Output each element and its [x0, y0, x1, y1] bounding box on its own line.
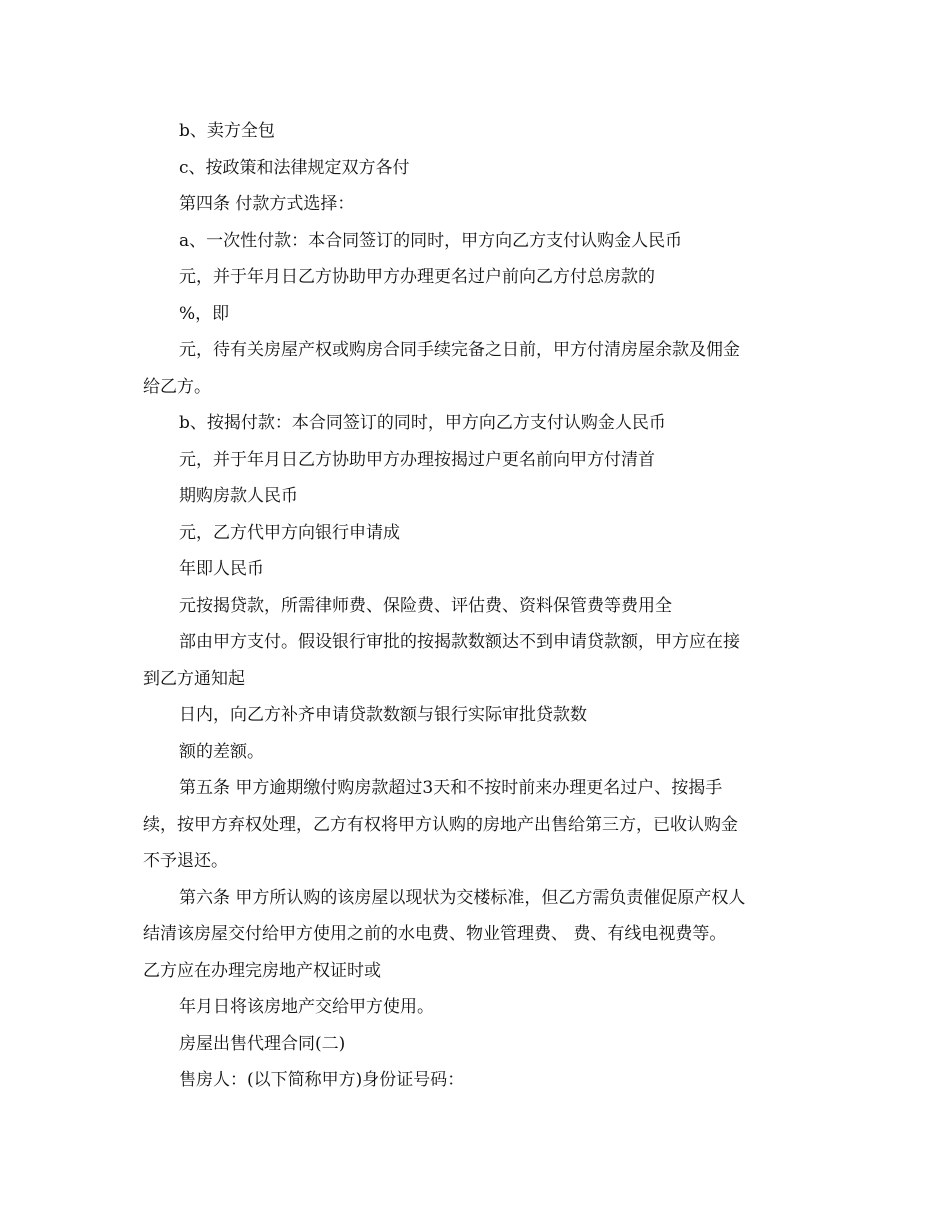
article-heading: 第四条 付款方式选择： — [179, 194, 355, 214]
clause-line: 结清该房屋交付给甲方使用之前的水电费、物业管理费、 费、有线电视费等。 — [143, 924, 727, 944]
article-heading: 第五条 甲方逾期缴付购房款超过3天和不按时前来办理更名过户、按揭手 — [179, 778, 723, 798]
party-line: 售房人：(以下简称甲方)身份证号码： — [179, 1070, 465, 1090]
clause-line: 元按揭贷款，所需律师费、保险费、评估费、资料保管费等费用全 — [179, 595, 672, 616]
clause-line: 不予退还。 — [143, 851, 228, 871]
clause-line: 元，并于年月日乙方协助甲方办理更名过户前向乙方付总房款的 — [179, 267, 655, 287]
clause-line: 部由甲方支付。假设银行审批的按揭款数额达不到申请贷款额，甲方应在接 — [179, 632, 740, 652]
clause-line: 额的差额。 — [179, 741, 264, 762]
clause-line: b、按揭付款：本合同签订的同时，甲方向乙方支付认购金人民币 — [179, 413, 666, 433]
clause-line: 续，按甲方弃权处理，乙方有权将甲方认购的房地产出售给第三方，已收认购金 — [143, 814, 738, 835]
clause-line: b、卖方全包 — [179, 121, 275, 141]
clause-line: 年即人民币 — [179, 559, 264, 579]
clause-line: a、一次性付款：本合同签订的同时，甲方向乙方支付认购金人民币 — [179, 230, 683, 251]
article-heading: 第六条 甲方所认购的该房屋以现状为交楼标准，但乙方需负责催促原产权人 — [179, 887, 746, 908]
clause-line: 元，并于年月日乙方协助甲方办理按揭过户更名前向甲方付清首 — [179, 449, 655, 470]
document-body — [143, 117, 808, 1103]
clause-line: 元，待有关房屋产权或购房合同手续完备之日前，甲方付清房屋余款及佣金 — [179, 340, 740, 360]
clause-line: %，即 — [179, 303, 230, 324]
clause-line: 期购房款人民币 — [179, 486, 298, 506]
clause-line: 日内，向乙方补齐申请贷款数额与银行实际审批贷款数 — [179, 705, 587, 725]
contract-title: 房屋出售代理合同(二) — [179, 1033, 346, 1054]
clause-line: 到乙方通知起 — [143, 668, 245, 689]
clause-line: 乙方应在办理完房地产权证时或 — [143, 960, 381, 981]
clause-line: 年月日将该房地产交给甲方使用。 — [179, 997, 434, 1017]
clause-line: 给乙方。 — [143, 376, 211, 397]
clause-line: 元，乙方代甲方向银行申请成 — [179, 522, 400, 543]
clause-line: c、按政策和法律规定双方各付 — [179, 157, 410, 178]
